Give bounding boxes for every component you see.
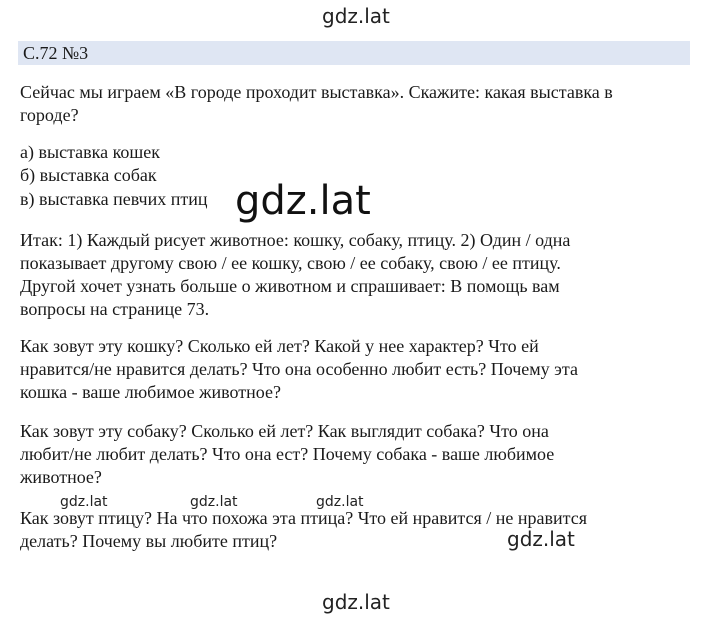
bird-questions-paragraph [20,507,700,553]
bird-questions-line: Как зовут птицу? На что похожа эта птица? Что ей нравится / не нравится [20,508,587,528]
option-a: а) выставка кошек [20,142,161,162]
cat-questions-line: кошка - ваше любимое животное? [20,382,281,402]
watermark-small: gdz.lat [60,494,108,510]
intro-line: Сейчас мы играем «В городе проходит выставка». Скажите: какая выставка в [20,82,613,102]
option-b: б) выставка собак [20,165,157,185]
watermark-mid: gdz.lat [507,527,575,551]
intro-paragraph [20,81,700,127]
task-line: Итак: 1) Каждый рисует животное: кошку, собаку, птицу. 2) Один / одна [20,230,571,250]
cat-questions-line: Как зовут эту кошку? Сколько ей лет? Какой у нее характер? Что ей [20,336,539,356]
dog-questions-line: Как зовут эту собаку? Сколько ей лет? Как выглядит собака? Что она [20,421,549,441]
intro-line: городе? [20,105,79,125]
watermark-small: gdz.lat [190,494,238,510]
cat-questions-line: нравится/не нравится делать? Что она особенно любит есть? Почему эта [20,359,578,379]
exercise-title: С.72 №3 [23,43,89,63]
dog-questions-line: животное? [20,467,102,487]
cat-questions-paragraph [20,335,700,404]
dog-questions-line: любит/не любит делать? Что она ест? Почему собака - ваше любимое [20,444,555,464]
watermark-top: gdz.lat [322,4,390,28]
option-c: в) выставка певчих птиц [20,189,208,209]
watermark-small: gdz.lat [316,494,364,510]
task-line: показывает другому свою / ее кошку, свою / ее собаку, свою / ее птицу. [20,253,561,273]
watermark-large: gdz.lat [235,178,371,224]
watermark-bottom: gdz.lat [322,590,390,614]
task-paragraph [20,229,700,321]
task-line: Другой хочет узнать больше о животном и спрашивает: В помощь вам [20,276,560,296]
bird-questions-line: делать? Почему вы любите птиц? [20,531,278,551]
task-line: вопросы на странице 73. [20,299,210,319]
exercise-header [18,41,690,65]
dog-questions-paragraph [20,420,700,489]
